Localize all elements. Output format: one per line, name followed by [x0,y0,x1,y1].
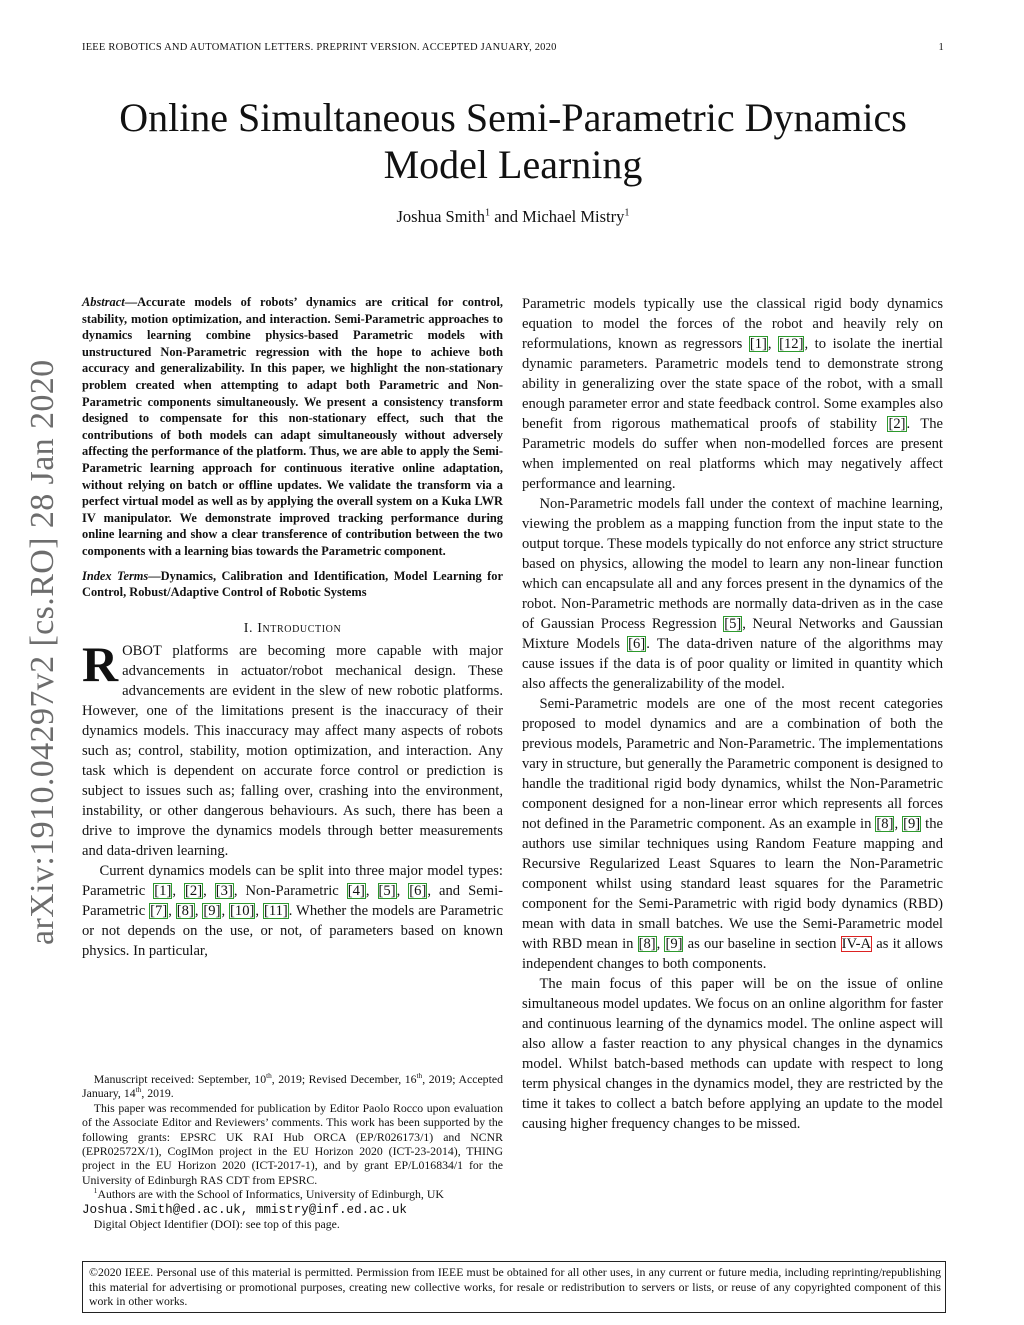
index-terms-label: Index Terms [82,568,149,583]
author-list [82,207,944,227]
author-2: Michael Mistry [522,207,625,226]
text-span: Authors are with the School of Informatics, University of Edinburgh, UK [97,1187,444,1202]
text-span: . The data-driven nature of the algorithms may cause issues if the data is of poor quality or limited in quantity which also affects the generalizability of the model. [522,636,943,692]
running-head [82,42,944,53]
citation-link[interactable]: [5] [724,616,742,632]
ordinal-suffix: th [416,1071,423,1081]
footnote-doi: Digital Object Identifier (DOI): see top of this page. [93,1217,340,1232]
abstract-label: Abstract [82,295,125,309]
affiliation-mark: 1 [624,207,630,219]
text-span: Current dynamics models can be split into three major model types: Parametric [82,862,503,899]
citation-link[interactable]: [2] [185,882,203,899]
text-span: . The Parametric models do suffer when non-modelled forces are present when implemented on real platforms which may negatively affect performance and learning. [522,416,943,492]
citation-link[interactable]: [6] [409,882,427,899]
citation-link[interactable]: [7] [150,902,168,919]
citation-link[interactable]: [1] [749,336,767,352]
citation-link[interactable]: [9] [903,816,921,832]
text-span: , [203,882,215,899]
citation-link[interactable]: [10] [230,902,255,919]
text-span: the authors use similar techniques using Random Feature mapping and Recursive Regularized Least Squares to learn the Non-Parametric component whilst using standard least squares for the Parametric component for the Semi-Parametric with rigid body dynamics (RBD) mean with data in small batches. We use the Semi-Parametric model with RBD mean in [522,816,944,952]
citation-link[interactable]: [2] [888,416,906,432]
citation-link[interactable]: [1] [154,882,172,899]
citation-link[interactable]: [8] [176,902,194,919]
body-paragraph-1 [522,294,943,494]
citation-link[interactable]: [8] [638,936,656,952]
text-span: , to isolate the inertial dynamic parameters. Parametric models tend to demonstrate strong ability in generalizing over the state space of the robot, with a small enough parameter error and state feedback control. Some examples also benefit from rigorous mathematical proofs of stability [522,336,943,432]
citation-link[interactable]: [3] [215,882,233,899]
title-line-2: Model Learning [383,142,643,187]
text-span: Semi-Parametric models are one of the most recent categories proposed to model dynamics and are a combination of both the previous models, Parametric and Non-Parametric. The implementations vary in structure, but generally the Parametric component is designed to handle the traditional rigid body dynamics, whilst the Non-Parametric component designed for a non-linear error which represents all forces not defined in the Parametric component. As an example in [522,696,943,832]
text-span: , Neural Networks and Gaussian Mixture Models [522,616,943,652]
text-span: , and Semi-Parametric [82,882,504,919]
text-span: , 2019; Accepted January, 14 [82,1072,503,1101]
text-span: , [656,936,665,952]
text-span: , [396,882,409,899]
text-span: , 2019; Revised December, 16 [271,1072,417,1086]
intro-paragraph-2 [82,861,503,961]
index-terms [82,568,503,601]
left-column [82,294,503,961]
author-1: Joshua Smith [396,207,485,226]
text-span: , [894,816,903,832]
text-span: , [365,882,378,899]
text-span: , [221,902,230,919]
text-span: , [172,882,185,899]
section-title: Introduction [257,620,342,636]
citation-link[interactable]: [4] [347,882,365,899]
author-emails[interactable]: Joshua.Smith@ed.ac.uk, mmistry@inf.ed.ac.uk [82,1202,407,1217]
citation-link[interactable]: [11] [263,902,288,919]
right-column [522,294,943,1134]
citation-link[interactable]: [12] [779,336,804,352]
text-span: , Non-Parametric [233,882,347,899]
text-span: , [168,902,176,919]
text-span: , [194,902,203,919]
affiliation-mark: 1 [93,1186,98,1196]
footnotes [82,1072,503,1231]
body-paragraph-3 [522,694,943,974]
text-span: Parametric models typically use the classical rigid body dynamics equation to model the forces of the robot and heavily rely on reformulations, known as regressors [522,296,943,352]
citation-link[interactable]: [5] [378,882,396,899]
intro-paragraph-1 [82,635,503,861]
drop-cap: R [82,635,119,692]
footnote-funding: This paper was recommended for publication by Editor Paolo Rocco upon evaluation of the Associate Editor and Reviewers’ comments. This work has been supported by the following grants: EPSRC UK RAI Hub ORCA (EP/R026173/1) and NCNR (EPR02572X/1), CogIMon project in the EU Horizon 2020 (ICT-23-2014), THING project in the EU Horizon 2020 (ICT-2017-1), and by grant EP/L016834/1 for the University of Edinburgh RAS CDT from EPSRC. [82,1100,503,1187]
text-span: , [255,902,263,919]
text-span: as it allows independent changes to both components. [522,936,943,972]
section-link[interactable]: IV-A [841,936,872,952]
title-line-1: Online Simultaneous Semi-Parametric Dynamics [119,95,907,140]
body-paragraph-4: The main focus of this paper will be on the issue of online simultaneous model updates. We focus on an online algorithm for faster and continuous learning of the dynamics model. The online aspect will also allow a faster reaction to any physical changes in the dynamics model. Whilst batch-based methods can update with respect to long term physical changes in the dynamics model, they are restricted by the time it takes to collect a batch before applying an update to the model causing higher frequency changes to be missed. [522,976,943,1132]
copyright-notice: ©2020 IEEE. Personal use of this material is permitted. Permission from IEEE must be obtained for all other uses, in any current or future media, including reprinting/republishing this material for advertising or promotional purposes, creating new collective works, for resale or redistribution to servers or lists, or reuse of any copyrighted component of this work in other works. [82,1261,946,1313]
page-number: 1 [938,42,944,53]
footnote-affiliation [82,1187,503,1217]
journal-header: IEEE ROBOTICS AND AUTOMATION LETTERS. PREPRINT VERSION. ACCEPTED JANUARY, 2020 [82,42,557,53]
index-terms-text: —Dynamics, Calibration and Identification, Model Learning for Control, Robust/Adaptive Control of Robotic Systems [82,568,503,600]
abstract-text: —Accurate models of robots’ dynamics are critical for control, stability, motion optimization, and interaction. Semi-Parametric approaches to dynamics learning combine physics-based Parametric models with unstructured Non-Parametric regression with the hope to achieve both accuracy and generalizability. In this paper, we highlight the non-stationary problem created when attempting to adapt both Parametric and Non-Parametric components simultaneously. We present a consistency transform designed to compensate for this non-stationary effect, such that the contributions of both models can adapt simultaneously without adversely affecting the performance of the platform. Thus, we are able to apply the Semi-Parametric learning approach for continuous iterative online adaptation, without relying on batch or offline updates. We validate the transform via a perfect virtual model as well as by applying the overall system on a Kuka LWR IV manipulator. We demonstrate improved tracking performance during online learning and show a clear transference of contribution between the two components with a learning bias towards the Parametric component. [82,295,503,558]
author-separator: and [490,207,523,226]
text-span: Non-Parametric models fall under the context of machine learning, viewing the problem as a mapping function from the input state to the output torque. These models typically do not enforce any strict structure based on physics, allowing the model to learn any non-linear function which can encapsulate all and any forces present in the dynamics of the robot. Non-Parametric methods are normally data-driven as in the case of Gaussian Process Regression [522,496,943,632]
intro-p1-text: OBOT platforms are becoming more capable with major advancements in actuator/robot mechanical design. These advancements are evident in the slew of new robotic platforms. However, one of the limitations present is the inaccuracy of their dynamics models. This inaccuracy may affect many aspects of robots such as; control, stability, motion optimization, and interaction. Any task which is dependent on accurate force control or prediction is subject to issues such as; falling over, crashing into the environment, instability, or other dangerous behaviours. As such, there has been a drive to improve the dynamics models through better measurements and data-driven learning. [82,642,503,859]
section-heading [82,619,503,639]
text-span: as our baseline in section [683,936,841,952]
arxiv-stamp: arXiv:1910.04297v2 [cs.RO] 28 Jan 2020 [24,359,61,945]
citation-link[interactable]: [6] [628,636,646,652]
text-span: . Whether the models are Parametric or not depends on the use, or not, of parameters based on known physics. In particular, [82,902,504,959]
citation-link[interactable]: [9] [203,902,221,919]
paper-title [82,94,944,188]
ordinal-suffix: th [266,1071,272,1081]
text-span: Manuscript received: September, 10 [93,1072,267,1086]
ordinal-suffix: th [135,1085,142,1095]
abstract [82,294,503,560]
citation-link[interactable]: [8] [876,816,894,832]
footnote-received [82,1072,503,1101]
affiliation-mark: 1 [484,207,491,219]
body-paragraph-2 [522,494,943,694]
citation-link[interactable]: [9] [665,936,683,952]
text-span: , [767,336,779,352]
text-span: , 2019. [141,1086,174,1101]
section-number: I. [243,620,258,636]
